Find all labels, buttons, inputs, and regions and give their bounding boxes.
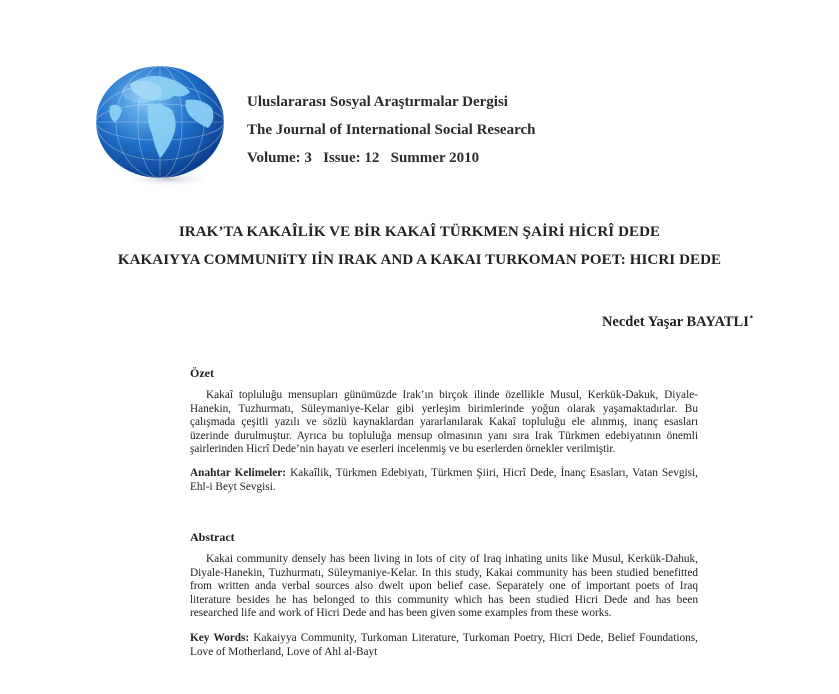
title-turkish: IRAK’TA KAKAÎLİK VE BİR KAKAÎ TÜRKMEN ŞAİRİ HİCRÎ DEDE bbox=[178, 224, 661, 240]
abstract-keywords-text: Kakaiyya Community, Turkoman Literature, Turkoman Poetry, Hicri Dede, Belief Foundations, Love of Motherland, Love of Ahl al-Bayt bbox=[190, 632, 698, 658]
abstract-keywords-label: Key Words: bbox=[190, 632, 250, 644]
ozet-keywords-text: Kakaîlik, Türkmen Edebiyatı, Türkmen Şiiri, Hicrî Dede, İnanç Esasları, Vatan Sevgisi, Ehl-i Beyt Sevgisi. bbox=[190, 467, 698, 493]
globe-logo-icon bbox=[90, 62, 235, 190]
ozet-body bbox=[190, 389, 698, 457]
author bbox=[602, 312, 753, 331]
author-footnote-mark: • bbox=[749, 312, 753, 322]
ozet-keywords-label: Anahtar Kelimeler: bbox=[190, 467, 287, 479]
abstract-keywords bbox=[190, 632, 698, 659]
author-name: Necdet Yaşar BAYATLI bbox=[601, 314, 749, 330]
abstract-heading: Abstract bbox=[190, 530, 235, 544]
journal-name-english: The Journal of International Social Research bbox=[247, 122, 536, 138]
journal-name-turkish: Uluslararası Sosyal Araştırmalar Dergisi bbox=[247, 94, 508, 110]
title-english: KAKAIYYA COMMUNIiTY IİN IRAK AND A KAKAI TURKOMAN POET: HICRI DEDE bbox=[117, 252, 722, 268]
ozet-body-text: Kakaî topluluğu mensupları günümüzde Irak’ın birçok ilinde özellikle Musul, Kerkük-Dakuk, Diyale-Hanekin, Tuzhurmatı, Süleymaniye-Kelar gibi yerleşim birimlerinde yoğun olarak yaşamaktadırlar. Bu çalışmada çeşitli yazılı ve sözlü kaynaklardan yararlanılarak Kakaî topluluğu ele alınmış, inanç esasları üzerinde durulmuştur. Ayrıca bu topluluğa mensup olmasının yanı sıra Irak Türkmen edebiyatının önemli şairlerinden Hicrî Dede’nin hayatı ve eserleri incelenmiş ve bu eserlerden örnekler verilmiştir. bbox=[190, 389, 698, 456]
abstract-body bbox=[190, 553, 698, 621]
ozet-heading: Özet bbox=[190, 366, 214, 380]
journal-header bbox=[247, 88, 535, 172]
ozet-keywords bbox=[190, 467, 698, 494]
abstract-body-text: Kakai community densely has been living in lots of city of Iraq inhating units like Musul, Kerkük-Dahuk, Diyale-Hanekin, Tuzhurmatı, Süleymaniye-Kelar. In this study, Kakai community has been studied benefitted from written anda verbal sources also dwelt upon belief case. Separately one of important poets of Iraq literature besides he has belonged to this community which has been studied Hicri Dede and has been researched life and work of Hicri Dede and has been given some examples from these works. bbox=[190, 553, 698, 620]
journal-issue-info: Volume: 3 Issue: 12 Summer 2010 bbox=[247, 150, 480, 166]
